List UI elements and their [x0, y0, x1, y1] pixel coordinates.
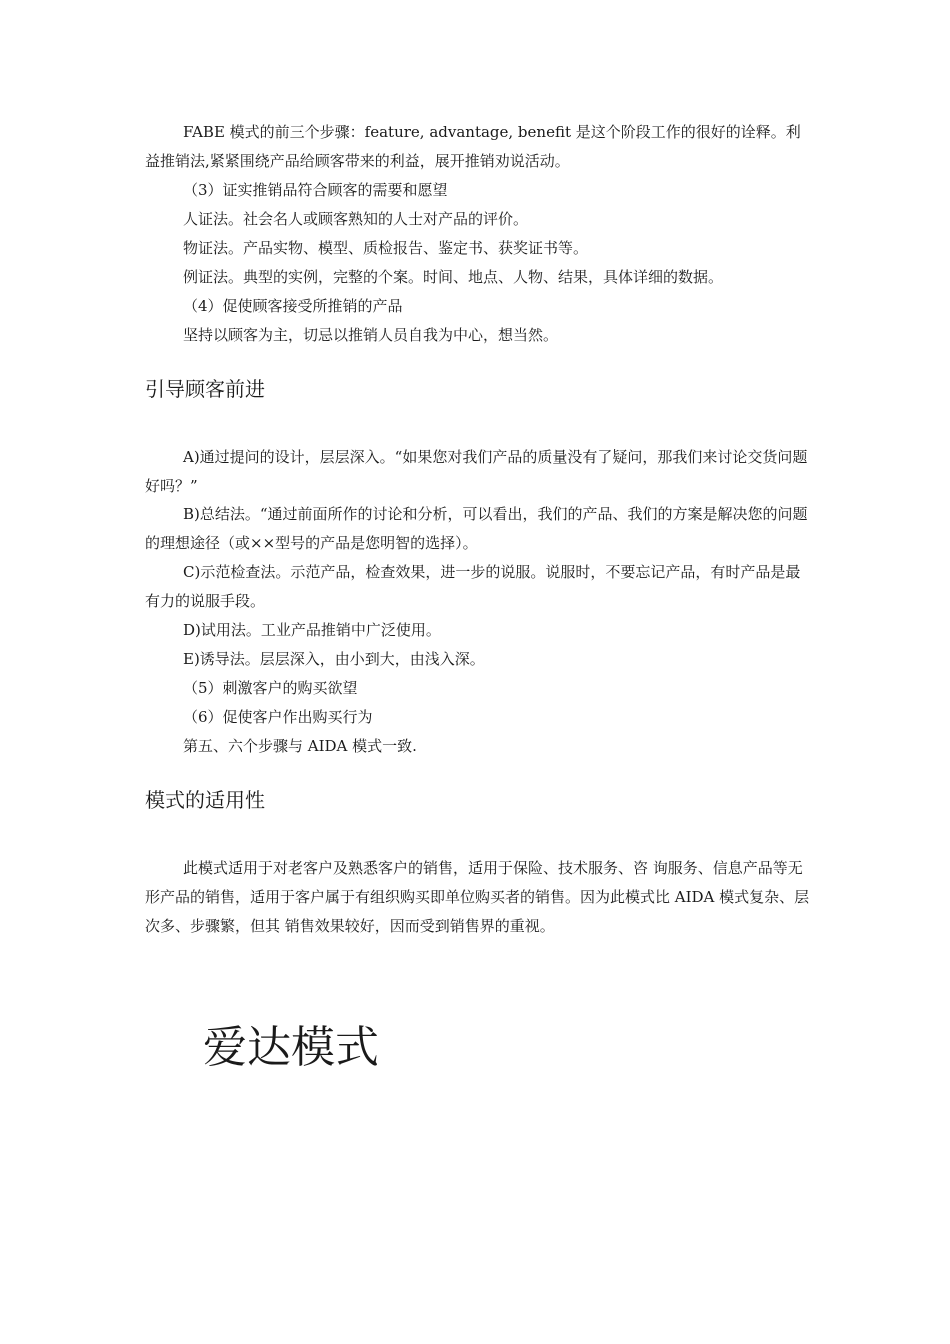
paragraph-e-induce: E)诱导法。层层深入，由小到大，由浅入深。 [183, 650, 485, 668]
paragraph-a-questioning: A)通过提问的设计，层层深入。“如果您对我们产品的质量没有了疑问，那我们来讨论交货问题好吗？” [145, 448, 808, 495]
paragraph-c-demo: C)示范检查法。示范产品，检查效果，进一步的说服。说服时，不要忘记产品，有时产品是最有力的说服手段。 [145, 563, 801, 610]
paragraph-insist: 坚持以顾客为主，切忌以推销人员自我为中心，想当然。 [183, 326, 559, 344]
paragraph-b-summary: B)总结法。“通过前面所作的讨论和分析，可以看出，我们的产品、我们的方案是解决您的问题的理想途径（或××型号的产品是您明智的选择）。 [145, 505, 808, 552]
heading-applicability: 模式的适用性 [145, 788, 265, 812]
paragraph-fabe: FABE 模式的前三个步骤：feature, advantage, benefit 是这个阶段工作的很好的诠释。利益推销法,紧紧围绕产品给顾客带来的利益，展开推销劝说活动。 [145, 123, 801, 170]
paragraph-step4: （4）促使顾客接受所推销的产品 [183, 297, 403, 315]
paragraph-applicability: 此模式适用于对老客户及熟悉客户的销售，适用于保险、技术服务、咨 询服务、信息产品等无形产品的销售，适用于客户属于有组织购买即单位购买者的销售。因为此模式比 AIDA 模式复杂、层次多、步骤繁，但其 销售效果较好，因而受到销售界的重视。 [145, 859, 810, 935]
paragraph-step5: （5）刺激客户的购买欲望 [183, 679, 358, 697]
paragraph-people-proof: 人证法。社会名人或顾客熟知的人士对产品的评价。 [183, 210, 529, 228]
paragraph-step3: （3）证实推销品符合顾客的需要和愿望 [183, 181, 448, 199]
paragraph-d-trial: D)试用法。工业产品推销中广泛使用。 [183, 621, 441, 639]
paragraph-example-proof: 例证法。典型的实例，完整的个案。时间、地点、人物、结果，具体详细的数据。 [183, 268, 724, 286]
paragraph-same-as-aida: 第五、六个步骤与 AIDA 模式一致. [183, 737, 417, 755]
heading-guide-customer: 引导顾客前进 [145, 377, 265, 401]
paragraph-object-proof: 物证法。产品实物、模型、质检报告、鉴定书、获奖证书等。 [183, 239, 589, 257]
paragraph-step6: （6）促使客户作出购买行为 [183, 708, 373, 726]
title-aida-mode: 爱达模式 [203, 1022, 379, 1073]
